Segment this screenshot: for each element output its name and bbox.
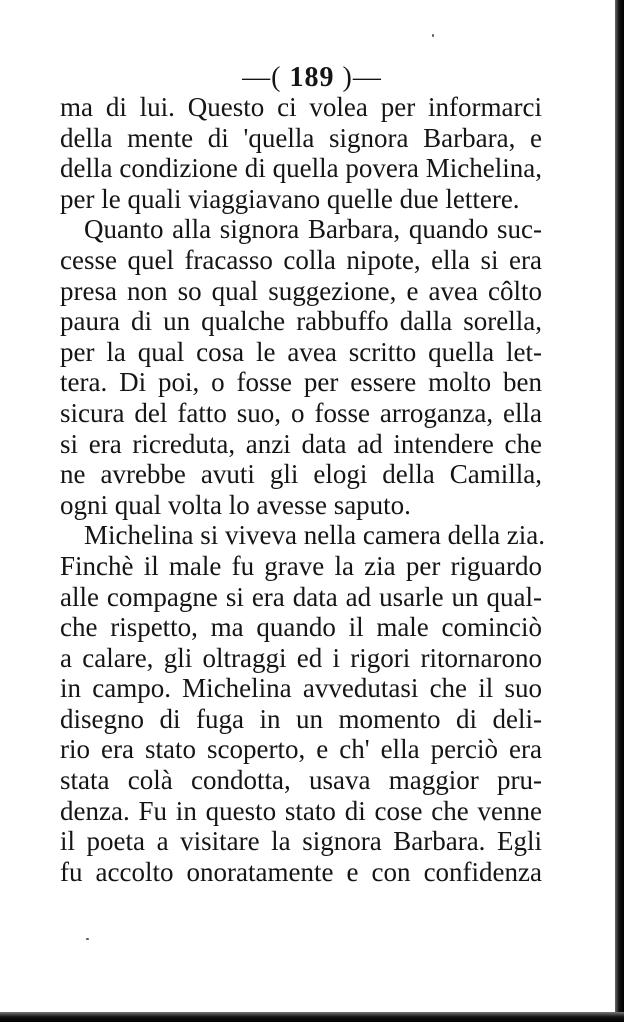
text-line: ne avrebbe avuti gli elogi della Camilla,: [60, 459, 542, 490]
text-line: Quanto alla signora Barbara, quando suc-: [84, 214, 542, 245]
text-line: paura di un qualche rabbuffo dalla sorella,: [60, 306, 542, 337]
text-line: a calare, gli oltraggi ed i rigori ritornarono: [60, 642, 542, 673]
text-line: cesse quel fracasso colla nipote, ella si era: [60, 244, 542, 275]
header-prefix: —(: [242, 62, 282, 93]
header-suffix: )—: [342, 62, 382, 93]
text-line: il poeta a visitare la signora Barbara. Egli: [60, 826, 542, 857]
text-line: rio era stato scoperto, e ch' ella perciò era: [60, 734, 542, 765]
text-line: disegno di fuga in un momento di deli-: [60, 703, 542, 734]
text-line: presa non so qual suggezione, e avea côlto: [60, 275, 542, 306]
text-line: ogni qual volta lo avesse saputo.: [60, 489, 411, 520]
text-line: della mente di 'quella signora Barbara, e: [60, 122, 542, 153]
text-line: stata colà condotta, usava maggior pru-: [60, 765, 542, 796]
text-line: sicura del fatto suo, o fosse arroganza, ella: [60, 397, 542, 428]
text-line: si era ricreduta, anzi data ad intendere che: [60, 428, 542, 459]
text-line: ma di lui. Questo ci volea per informarci: [60, 92, 542, 122]
text-line: della condizione di quella povera Michelina,: [60, 153, 542, 184]
text-line: tera. Di poi, o fosse per essere molto ben: [60, 367, 542, 398]
ink-speck: [86, 938, 89, 940]
ink-speck: [432, 34, 434, 37]
text-line: denza. Fu in questo stato di cose che venne: [60, 795, 542, 826]
text-line: che rispetto, ma quando il male cominciò: [60, 612, 542, 643]
page-edge-bottom: [0, 1012, 624, 1022]
text-line: fu accolto onoratamente e con confidenza: [60, 856, 542, 887]
page-number-header: [0, 60, 624, 96]
page-number: 189: [289, 62, 335, 93]
text-line: per la qual cosa le avea scritto quella let-: [60, 336, 542, 367]
text-line: alle compagne si era data ad usarle un qual-: [60, 581, 542, 612]
text-line: Finchè il male fu grave la zia per riguardo: [60, 550, 542, 581]
text-line: in campo. Michelina avvedutasi che il suo: [60, 673, 542, 704]
page-edge-right: [615, 0, 624, 1022]
page-body-text: [60, 92, 546, 887]
text-line: per le quali viaggiavano quelle due lettere.: [60, 183, 520, 214]
text-line: Michelina si viveva nella camera della zia.: [84, 520, 546, 551]
